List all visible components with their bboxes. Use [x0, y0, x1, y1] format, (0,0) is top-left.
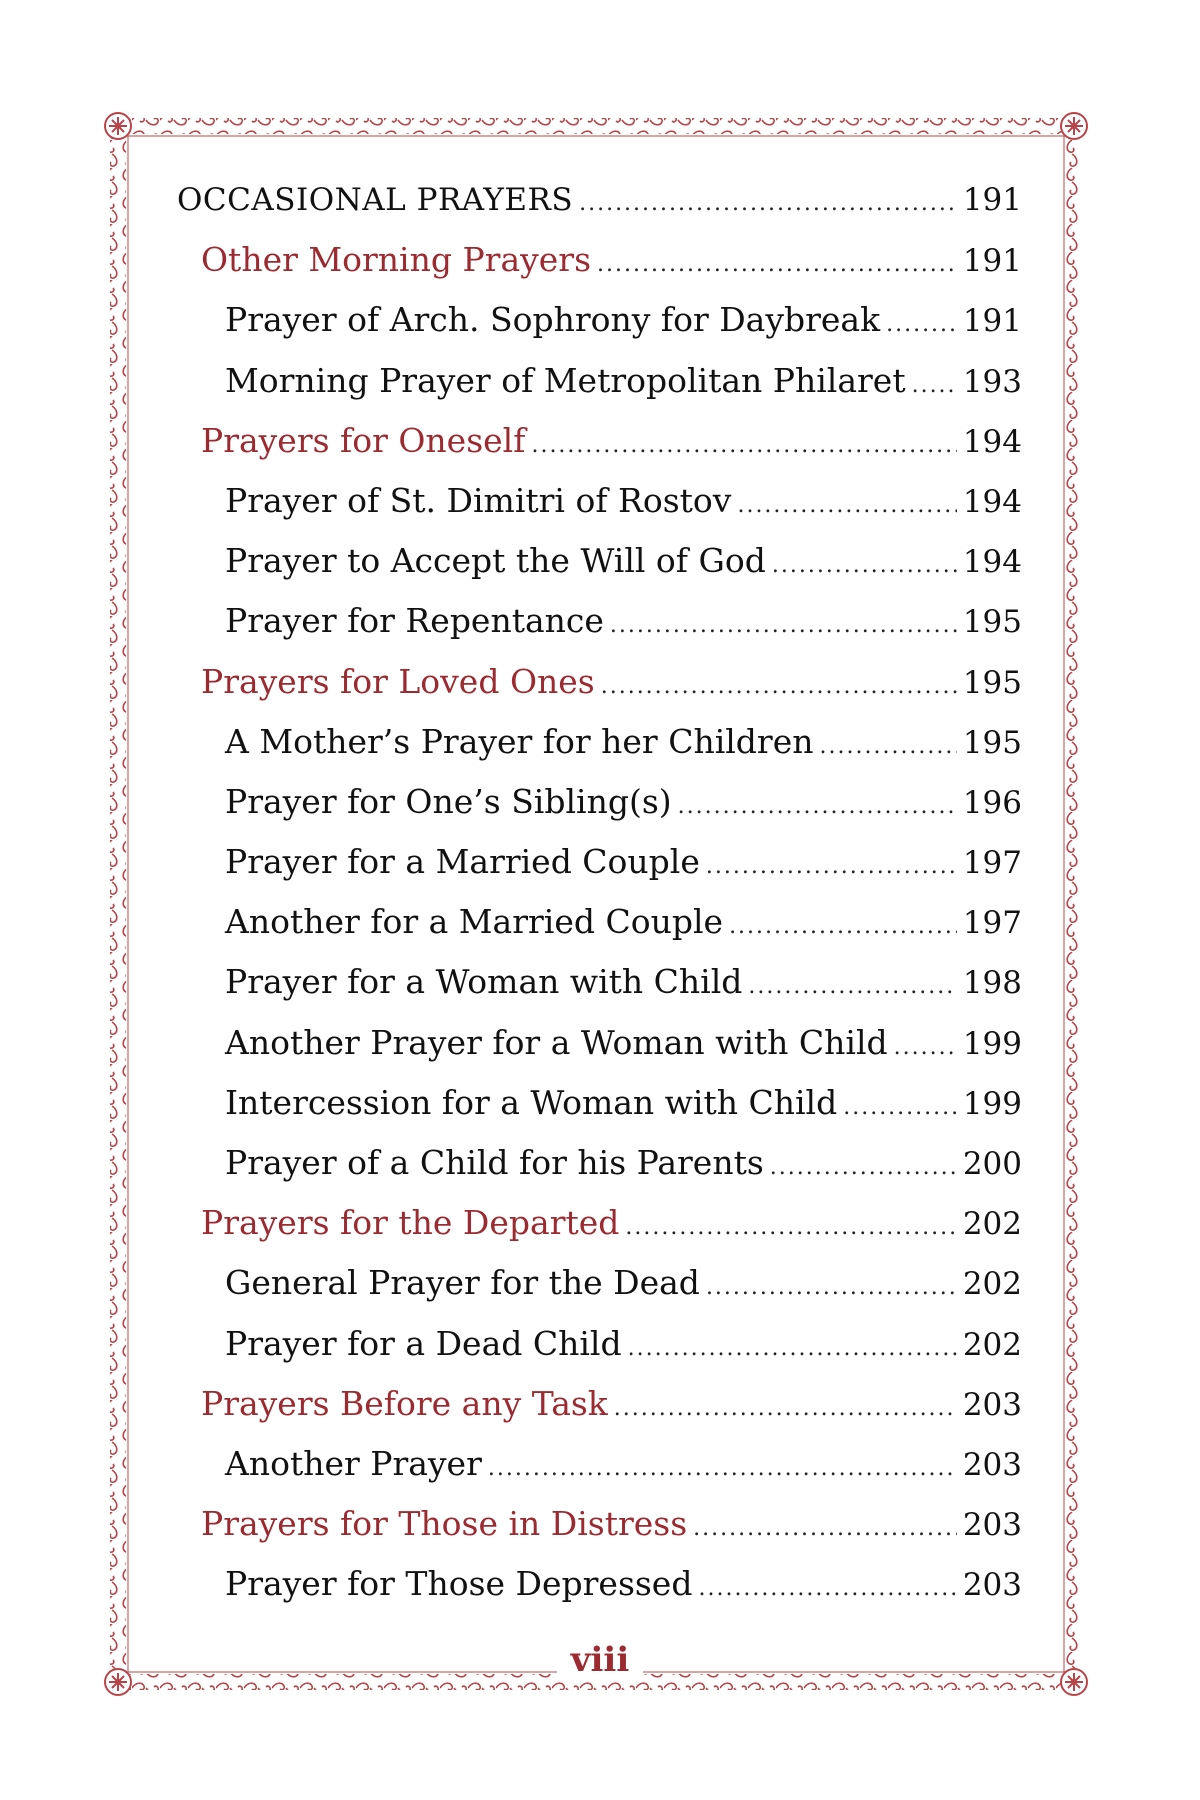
dot-leader [601, 657, 957, 717]
toc-label: Prayer of Arch. Sophrony for Daybreak [225, 300, 881, 340]
dot-leader [706, 1258, 957, 1318]
dot-leader [748, 957, 956, 1017]
toc-page-number: 191 [962, 303, 1022, 340]
dot-leader [820, 717, 957, 777]
toc-page-number: 202 [962, 1266, 1022, 1303]
toc-page-number: 203 [962, 1507, 1022, 1544]
toc-entry[interactable] [177, 471, 1022, 531]
toc-label: Prayer for a Dead Child [225, 1323, 622, 1363]
dot-leader [625, 1198, 956, 1258]
toc-subheading[interactable] [177, 652, 1022, 712]
dot-leader [628, 1319, 957, 1379]
toc-page-number: 199 [962, 1085, 1022, 1122]
toc-entry[interactable] [177, 1073, 1022, 1133]
toc-page-number: 202 [962, 1326, 1022, 1363]
toc-page-number: 197 [962, 845, 1022, 882]
toc-label: General Prayer for the Dead [225, 1263, 700, 1303]
toc-entry[interactable] [177, 952, 1022, 1012]
toc-label: Prayers Before any Task [201, 1383, 608, 1423]
dot-leader [729, 897, 957, 957]
toc-entry[interactable] [177, 1013, 1022, 1073]
toc-label: Another Prayer [225, 1443, 482, 1483]
corner-ornament-icon [105, 113, 131, 139]
toc-entry[interactable] [177, 1554, 1022, 1614]
toc-label: Prayer for Those Depressed [225, 1564, 693, 1604]
toc-page-number: 202 [962, 1206, 1022, 1243]
border-top [120, 118, 1072, 134]
dot-leader [614, 1379, 957, 1439]
toc-page-number: 203 [962, 1386, 1022, 1423]
toc-entry[interactable] [177, 1253, 1022, 1313]
toc-page-number: 195 [962, 604, 1022, 641]
toc-label: Prayer for One’s Sibling(s) [225, 781, 672, 821]
dot-leader [488, 1439, 957, 1499]
toc-page-number: 199 [962, 1025, 1022, 1062]
toc-page-number: 203 [962, 1446, 1022, 1483]
toc-label: Prayer to Accept the Will of God [225, 541, 766, 581]
dot-leader [579, 174, 957, 234]
toc-page-number: 194 [962, 423, 1022, 460]
dot-leader [772, 536, 957, 596]
toc-label: Another Prayer for a Woman with Child [225, 1022, 888, 1062]
toc-page-number: 195 [962, 664, 1022, 701]
toc-subheading[interactable] [177, 1374, 1022, 1434]
toc-entry[interactable] [177, 1314, 1022, 1374]
dot-leader [737, 476, 956, 536]
toc-label: Intercession for a Woman with Child [225, 1082, 838, 1122]
toc-label: Prayer of St. Dimitri of Rostov [225, 480, 732, 520]
toc-page-number: 194 [962, 483, 1022, 520]
toc-page-number: 203 [962, 1567, 1022, 1604]
dot-leader [531, 416, 956, 476]
toc-label: Prayer for a Woman with Child [225, 962, 743, 1002]
toc-entry[interactable] [177, 290, 1022, 350]
toc-page-number: 197 [962, 905, 1022, 942]
toc-entry[interactable] [177, 892, 1022, 952]
toc-subheading[interactable] [177, 1193, 1022, 1253]
toc-page-number: 195 [962, 724, 1022, 761]
toc-page-number: 196 [962, 784, 1022, 821]
toc-label: OCCASIONAL PRAYERS [177, 182, 574, 218]
toc-label: Morning Prayer of Metropolitan Philaret [225, 360, 906, 400]
toc-entry[interactable] [177, 1133, 1022, 1193]
toc-entries [177, 230, 1022, 1614]
dot-leader [770, 1138, 957, 1198]
toc-label: Prayer for a Married Couple [225, 842, 700, 882]
dot-leader [894, 1018, 957, 1078]
corner-ornament-icon [1061, 113, 1087, 139]
toc-page-number: 191 [962, 182, 1022, 218]
toc-label: A Mother’s Prayer for her Children [225, 721, 814, 761]
dot-leader [693, 1499, 957, 1559]
toc-entry[interactable] [177, 351, 1022, 411]
dot-leader [610, 596, 957, 656]
toc-page-number: 191 [962, 243, 1022, 280]
toc-entry[interactable] [177, 591, 1022, 651]
dot-leader [698, 1559, 956, 1619]
toc-label: Another for a Married Couple [225, 902, 724, 942]
folio-number: viii [557, 1640, 644, 1680]
border-right [1066, 128, 1082, 1680]
dot-leader [678, 777, 957, 837]
toc-label: Prayers for Loved Ones [201, 661, 595, 701]
page-folio [0, 1640, 1200, 1680]
toc-entry[interactable] [177, 531, 1022, 591]
toc-label: Prayer of a Child for his Parents [225, 1143, 764, 1182]
border-left [110, 128, 126, 1680]
dot-leader [912, 356, 957, 416]
toc-page-number: 198 [962, 965, 1022, 1002]
dot-leader [597, 235, 957, 295]
dot-leader [706, 837, 957, 897]
toc-subheading[interactable] [177, 411, 1022, 471]
toc-subheading[interactable] [177, 230, 1022, 290]
toc-subheading[interactable] [177, 1494, 1022, 1554]
toc-entry[interactable] [177, 772, 1022, 832]
toc-page-number: 200 [962, 1146, 1022, 1182]
table-of-contents [177, 170, 1022, 1615]
toc-entry[interactable] [177, 712, 1022, 772]
toc-page-number: 194 [962, 544, 1022, 581]
toc-section-heading[interactable] [177, 170, 1022, 230]
toc-entry[interactable] [177, 832, 1022, 892]
toc-label: Prayers for the Departed [201, 1203, 620, 1243]
toc-label: Other Morning Prayers [201, 240, 592, 280]
toc-label: Prayer for Repentance [225, 601, 604, 641]
toc-label: Prayers for Those in Distress [201, 1504, 688, 1544]
toc-entry[interactable] [177, 1434, 1022, 1494]
dot-leader [886, 295, 957, 355]
toc-page-number: 193 [962, 363, 1022, 400]
dot-leader [843, 1078, 957, 1138]
toc-label: Prayers for Oneself [201, 420, 526, 460]
